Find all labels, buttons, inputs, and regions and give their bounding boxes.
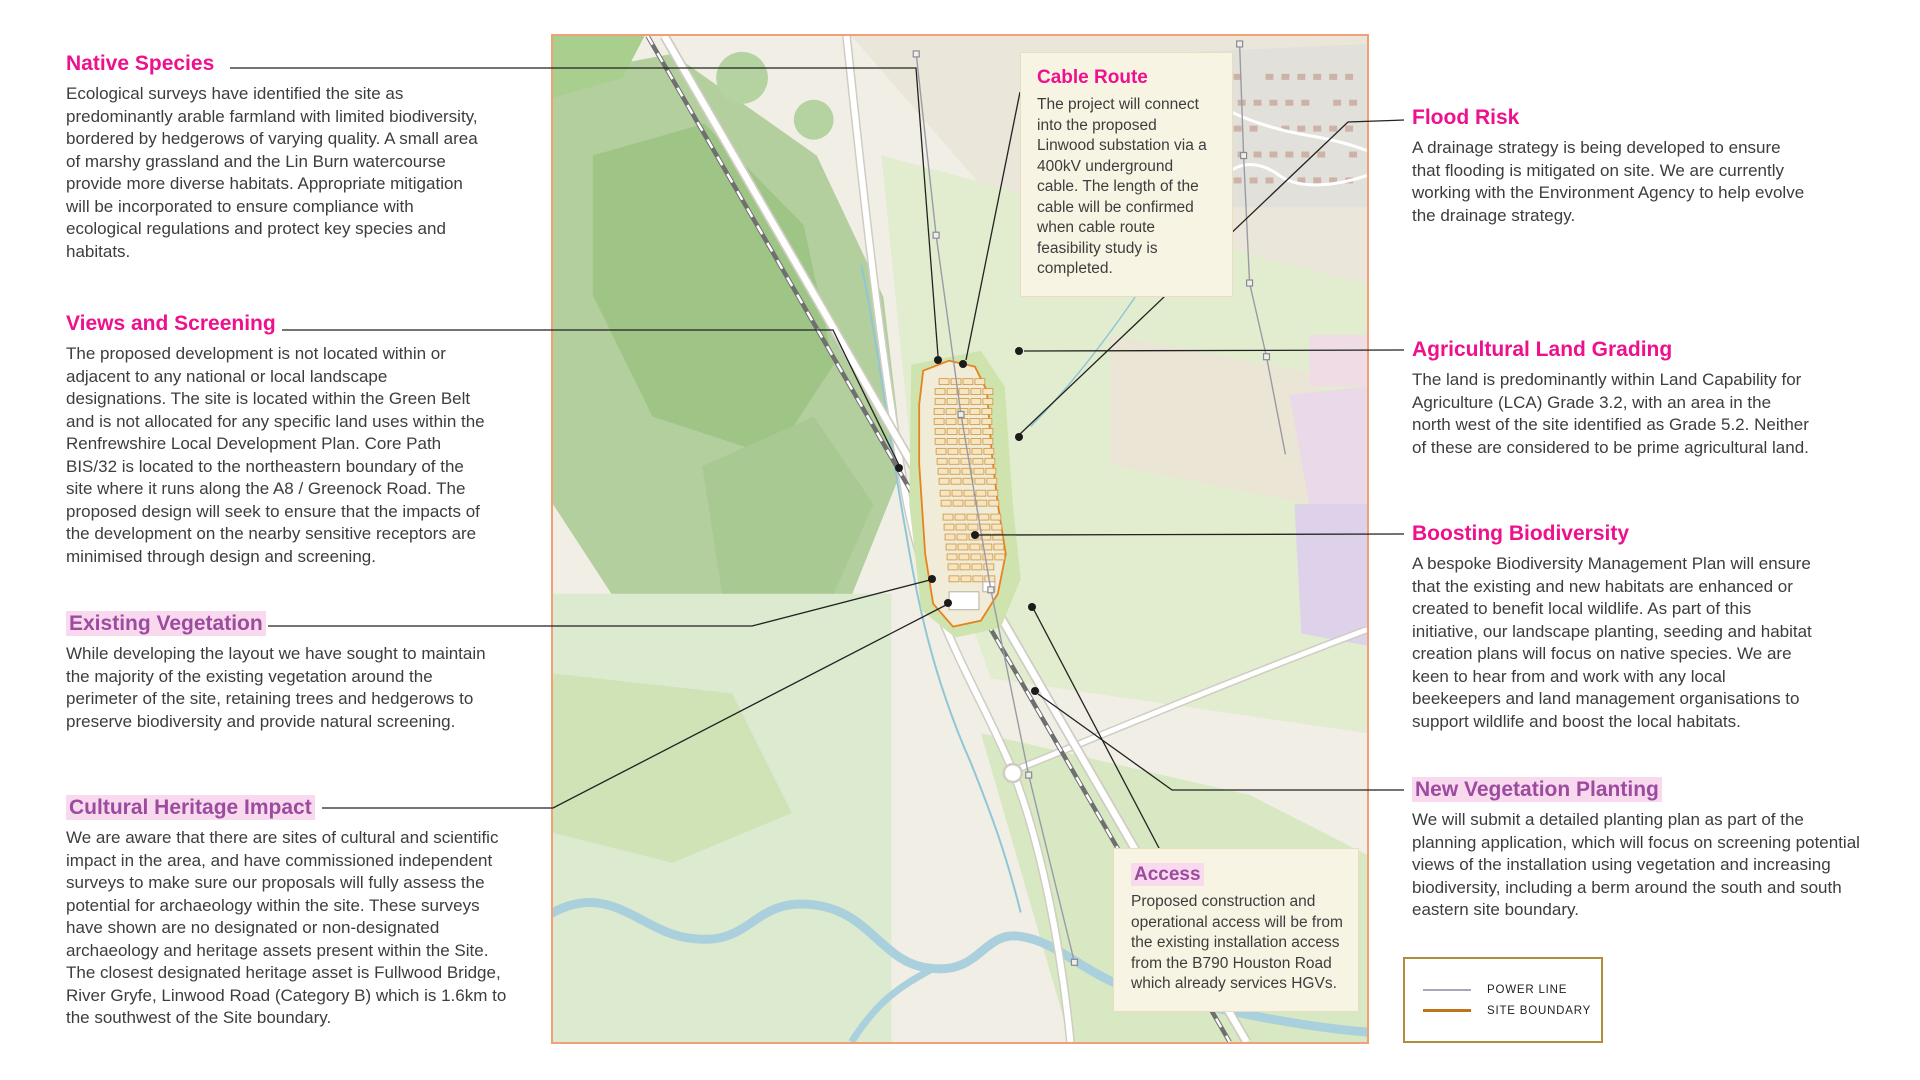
power-line-swatch [1423, 989, 1471, 991]
section-body: A bespoke Biodiversity Management Plan will ensure that the existing and new habitats are enhanced or created to benefit local wildlife. As part of this initiative, our landscape planting, seeding and habitat creation plans will focus on native species. We are keen to hear from and work with any local beekeepers and land management organisations to support wildlife and boost the local habitats. [1412, 554, 1812, 731]
section-views-screening [66, 312, 490, 568]
map-building [949, 592, 979, 610]
map-tree-cluster [716, 52, 768, 104]
site-boundary-swatch [1423, 1009, 1471, 1012]
section-title: Native Species [66, 52, 215, 75]
section-native-species [66, 52, 486, 263]
section-boosting-biodiversity [1412, 522, 1812, 733]
section-title: Boosting Biodiversity [1412, 522, 1630, 545]
legend-item-site-boundary [1423, 1005, 1601, 1017]
section-title: Existing Vegetation [66, 612, 486, 636]
section-body: We are aware that there are sites of cultural and scientific impact in the area, and have commissioned independent surveys to make sure our proposals will fully assess the potential for archaeology within the site. These surveys have shown are no designated or non-designated archaeology and heritage assets present within the Site. The closest designated heritage asset is Fullwood Bridge, River Gryfe, Linwood Road (Category B) which is 1.6km to the southwest of the Site boundary. [66, 828, 507, 1027]
map-junction [1004, 764, 1022, 782]
section-agricultural-land [1412, 338, 1812, 459]
legend-item-power-line [1423, 984, 1601, 996]
callout-title: Cable Route [1037, 67, 1148, 88]
callout-body: The project will connect into the proposed Linwood substation via a 400kV underground cable. The length of the cable will be confirmed when cable route feasibility study is completed. [1037, 96, 1207, 277]
section-title: Cultural Heritage Impact [66, 796, 518, 820]
section-cultural-heritage [66, 796, 518, 1030]
legend-box [1403, 957, 1603, 1043]
section-existing-vegetation [66, 612, 486, 733]
map-tree-cluster [794, 100, 834, 140]
section-title: Views and Screening [66, 312, 276, 335]
section-title: Flood Risk [1412, 106, 1520, 129]
section-body: While developing the layout we have sought to maintain the majority of the existing vegetation around the perimeter of the site, retaining trees and hedgerows to preserve biodiversity and provide natural screening. [66, 644, 486, 731]
callout-title: Access [1131, 864, 1344, 886]
section-body: We will submit a detailed planting plan as part of the planning application, which will focus on screening potential views of the installation using vegetation and increasing biodiversity, including a berm around the south and south eastern site boundary. [1412, 810, 1860, 919]
cable-route-callout [1020, 52, 1233, 297]
legend-label: POWER LINE [1487, 983, 1568, 996]
section-title: New Vegetation Planting [1412, 778, 1864, 802]
section-body: Ecological surveys have identified the site as predominantly arable farmland with limited biodiversity, bordered by hedgerows of varying quality. A small area of marshy grassland and the Lin Burn watercourse provide more diverse habitats. Appropriate mitigation will be incorporated to ensure compliance with ecological regulations and protect key species and habitats. [66, 84, 478, 261]
map-pink-area [1309, 335, 1367, 387]
section-body: The proposed development is not located within or adjacent to any national or local landscape designations. The site is located within the Green Belt and is not allocated for any specific land uses within the Renfrewshire Local Development Plan. Core Path BIS/32 is located to the northeastern boundary of the site where it runs along the A8 / Greenock Road. The proposed design will seek to ensure that the impacts of the development on the nearby sensitive receptors are minimised through design and screening. [66, 344, 485, 566]
section-new-vegetation [1412, 778, 1864, 922]
legend-label: SITE BOUNDARY [1487, 1004, 1592, 1017]
section-body: The land is predominantly within Land Capability for Agriculture (LCA) Grade 3.2, with an area in the north west of the site identified as Grade 5.2. Neither of these are considered to be prime agricultural land. [1412, 370, 1809, 457]
section-flood-risk [1412, 106, 1808, 227]
access-callout [1113, 848, 1359, 1012]
section-title: Agricultural Land Grading [1412, 338, 1673, 361]
map-industrial-area-2 [1294, 504, 1367, 645]
section-body: A drainage strategy is being developed to ensure that flooding is mitigated on site. We are currently working with the Environment Agency to help evolve the drainage strategy. [1412, 138, 1805, 225]
callout-body: Proposed construction and operational access will be from the existing installation access from the B790 Houston Road which already services HGVs. [1131, 893, 1343, 992]
